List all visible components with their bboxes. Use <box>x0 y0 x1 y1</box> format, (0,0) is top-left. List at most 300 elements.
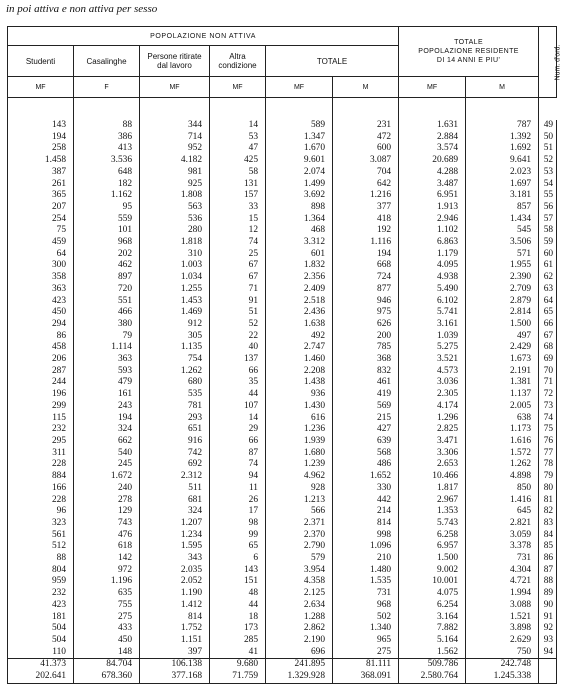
table-cell: 6.957 <box>399 541 466 553</box>
table-cell: 981 <box>140 167 210 179</box>
table-cell: 804 <box>8 565 74 577</box>
sex-header: M <box>466 77 539 98</box>
table-cell: 287 <box>8 366 74 378</box>
table-row <box>8 331 557 343</box>
table-cell: 472 <box>333 132 399 144</box>
row-number-cell: 86 <box>539 553 557 565</box>
table-cell: 194 <box>8 132 74 144</box>
table-cell: 5.490 <box>399 284 466 296</box>
population-table <box>7 26 562 684</box>
table-cell: 1.818 <box>140 237 210 249</box>
table-cell: 743 <box>74 518 140 530</box>
table-cell: 142 <box>74 553 140 565</box>
table-cell: 714 <box>140 132 210 144</box>
table-cell: 2.208 <box>266 366 333 378</box>
table-row <box>8 377 557 389</box>
row-number-cell: 68 <box>539 342 557 354</box>
table-row <box>8 495 557 507</box>
table-cell: 194 <box>74 413 140 425</box>
table-cell: 1.458 <box>8 155 74 167</box>
table-cell: 207 <box>8 202 74 214</box>
table-row <box>8 260 557 272</box>
totals-row <box>8 659 557 671</box>
table-cell: 1.213 <box>266 495 333 507</box>
row-number-cell: 89 <box>539 588 557 600</box>
table-cell: 40 <box>210 342 266 354</box>
table-cell: 946 <box>333 296 399 308</box>
table-cell: 3.954 <box>266 565 333 577</box>
table-row <box>8 179 557 191</box>
row-number-cell: 79 <box>539 471 557 483</box>
table-cell: 182 <box>74 179 140 191</box>
table-cell: 6.254 <box>399 600 466 612</box>
table-row <box>8 401 557 413</box>
table-cell: 568 <box>333 448 399 460</box>
table-cell: 299 <box>8 401 74 413</box>
table-cell: 74 <box>210 459 266 471</box>
table-cell: 2.035 <box>140 565 210 577</box>
table-cell: 2.653 <box>399 459 466 471</box>
table-cell: 1.034 <box>140 272 210 284</box>
table-cell: 196 <box>8 389 74 401</box>
table-cell: 4.962 <box>266 471 333 483</box>
table-cell: 200 <box>333 331 399 343</box>
table-row <box>8 647 557 659</box>
table-cell: 616 <box>266 413 333 425</box>
table-cell: 137 <box>210 354 266 366</box>
row-number-cell: 78 <box>539 459 557 471</box>
table-cell: 173 <box>210 623 266 635</box>
table-cell: 754 <box>140 354 210 366</box>
table-cell: 1.430 <box>266 401 333 413</box>
table-cell: 66 <box>210 366 266 378</box>
table-cell: 3.506 <box>466 237 539 249</box>
table-cell: 3.898 <box>466 623 539 635</box>
table-row <box>8 623 557 635</box>
table-cell: 5.275 <box>399 342 466 354</box>
table-cell: 1.697 <box>466 179 539 191</box>
table-cell: 232 <box>8 424 74 436</box>
table-cell: 365 <box>8 190 74 202</box>
table-cell: 781 <box>140 401 210 413</box>
table-cell: 5.164 <box>399 635 466 647</box>
table-cell: 638 <box>466 413 539 425</box>
table-cell: 9.601 <box>266 155 333 167</box>
table-cell: 3.521 <box>399 354 466 366</box>
table-cell: 110 <box>8 647 74 659</box>
table-cell: 29 <box>210 424 266 436</box>
table-cell: 44 <box>210 600 266 612</box>
row-number-cell: 72 <box>539 389 557 401</box>
table-row <box>8 436 557 448</box>
table-cell: 1.137 <box>466 389 539 401</box>
table-cell: 1.460 <box>266 354 333 366</box>
table-cell: 2.190 <box>266 635 333 647</box>
table-cell: 1.500 <box>399 553 466 565</box>
table-cell: 4.721 <box>466 576 539 588</box>
table-cell: 258 <box>8 143 74 155</box>
table-cell: 601 <box>266 249 333 261</box>
table-cell: 1.939 <box>266 436 333 448</box>
table-row <box>8 413 557 425</box>
table-row <box>8 237 557 249</box>
table-cell: 1.245.338 <box>466 671 539 683</box>
table-cell: 91 <box>210 296 266 308</box>
table-cell: 1.638 <box>266 319 333 331</box>
table-row <box>8 553 557 565</box>
table-cell: 1.469 <box>140 307 210 319</box>
row-number-cell: 87 <box>539 565 557 577</box>
table-cell: 925 <box>140 179 210 191</box>
table-cell: 509.786 <box>399 659 466 671</box>
table-cell: 884 <box>8 471 74 483</box>
table-cell: 569 <box>333 401 399 413</box>
table-cell: 11 <box>210 483 266 495</box>
table-cell: 579 <box>266 553 333 565</box>
table-cell: 3.059 <box>466 530 539 542</box>
table-cell: 88 <box>8 553 74 565</box>
col-header-studenti: Studenti <box>8 46 74 77</box>
table-cell: 14 <box>210 120 266 132</box>
table-cell: 48 <box>210 588 266 600</box>
table-cell: 2.371 <box>266 518 333 530</box>
table-cell: 3.306 <box>399 448 466 460</box>
table-cell: 14 <box>210 413 266 425</box>
table-row <box>8 576 557 588</box>
table-cell: 1.453 <box>140 296 210 308</box>
table-cell: 98 <box>210 518 266 530</box>
table-cell: 5.741 <box>399 307 466 319</box>
table-cell: 959 <box>8 576 74 588</box>
table-cell: 79 <box>74 331 140 343</box>
table-cell: 3.536 <box>74 155 140 167</box>
table-cell: 2.356 <box>266 272 333 284</box>
table-cell: 965 <box>333 635 399 647</box>
table-cell: 99 <box>210 530 266 542</box>
row-number-cell: 94 <box>539 647 557 659</box>
table-cell: 3.161 <box>399 319 466 331</box>
row-number-cell: 92 <box>539 623 557 635</box>
table-cell: 363 <box>8 284 74 296</box>
col-header-casalinghe: Casalinghe <box>74 46 140 77</box>
row-number-cell: 80 <box>539 483 557 495</box>
table-cell: 244 <box>8 377 74 389</box>
table-cell: 1.500 <box>466 319 539 331</box>
table-cell: 4.898 <box>466 471 539 483</box>
table-cell: 1.521 <box>466 612 539 624</box>
table-cell: 2.518 <box>266 296 333 308</box>
table-cell: 3.378 <box>466 541 539 553</box>
table-cell: 2.884 <box>399 132 466 144</box>
row-number-cell: 53 <box>539 167 557 179</box>
table-cell: 1.340 <box>333 623 399 635</box>
row-number-cell: 83 <box>539 518 557 530</box>
table-cell: 551 <box>74 296 140 308</box>
table-cell: 75 <box>8 225 74 237</box>
table-cell: 2.634 <box>266 600 333 612</box>
row-number-cell: 54 <box>539 179 557 191</box>
table-cell: 278 <box>74 495 140 507</box>
table-cell: 7.882 <box>399 623 466 635</box>
table-cell: 593 <box>74 366 140 378</box>
table-cell: 2.580.764 <box>399 671 466 683</box>
table-cell: 731 <box>466 553 539 565</box>
table-cell: 952 <box>140 143 210 155</box>
row-number-cell: 81 <box>539 495 557 507</box>
table-cell: 704 <box>333 167 399 179</box>
table-cell: 662 <box>74 436 140 448</box>
table-cell: 1.329.928 <box>266 671 333 683</box>
table-cell: 64 <box>8 249 74 261</box>
table-cell: 1.288 <box>266 612 333 624</box>
table-row <box>8 296 557 308</box>
table-row <box>8 530 557 542</box>
table-cell: 377 <box>333 202 399 214</box>
table-cell: 639 <box>333 436 399 448</box>
table-cell: 245 <box>74 459 140 471</box>
col-header-altra-condizione: Altra condizione <box>210 46 266 77</box>
table-cell: 975 <box>333 307 399 319</box>
table-row <box>8 588 557 600</box>
table-cell: 668 <box>333 260 399 272</box>
table-row <box>8 483 557 495</box>
table-row <box>8 190 557 202</box>
sex-header: F <box>74 77 140 98</box>
table-cell: 41.373 <box>8 659 74 671</box>
table-row <box>8 307 557 319</box>
table-row <box>8 284 557 296</box>
table-row <box>8 143 557 155</box>
table-cell: 285 <box>210 635 266 647</box>
page-subtitle: in poi attiva e non attiva per sesso <box>6 3 158 15</box>
table-cell: 202.641 <box>8 671 74 683</box>
table-cell: 2.967 <box>399 495 466 507</box>
table-cell: 1.364 <box>266 214 333 226</box>
table-cell: 626 <box>333 319 399 331</box>
table-cell: 1.652 <box>333 471 399 483</box>
table-cell: 787 <box>466 120 539 132</box>
table-cell: 692 <box>140 459 210 471</box>
table-cell: 1.480 <box>333 565 399 577</box>
table-cell: 2.709 <box>466 284 539 296</box>
table-cell: 2.747 <box>266 342 333 354</box>
table-cell: 397 <box>140 647 210 659</box>
table-row <box>8 342 557 354</box>
table-row <box>8 214 557 226</box>
table-cell: 1.347 <box>266 132 333 144</box>
table-cell: 1.003 <box>140 260 210 272</box>
table-cell: 310 <box>140 249 210 261</box>
table-cell: 66 <box>210 436 266 448</box>
row-number-cell: 59 <box>539 237 557 249</box>
table-cell: 571 <box>466 249 539 261</box>
table-cell: 192 <box>333 225 399 237</box>
table-cell: 44 <box>210 389 266 401</box>
table-cell: 228 <box>8 459 74 471</box>
row-number-cell: 61 <box>539 260 557 272</box>
table-cell: 2.052 <box>140 576 210 588</box>
table-cell: 1.236 <box>266 424 333 436</box>
row-number-cell <box>539 671 557 683</box>
table-cell: 67 <box>210 260 266 272</box>
table-cell: 5.743 <box>399 518 466 530</box>
table-row <box>8 366 557 378</box>
row-number-cell: 65 <box>539 307 557 319</box>
table-cell: 53 <box>210 132 266 144</box>
table-cell: 968 <box>74 237 140 249</box>
row-number-cell: 75 <box>539 424 557 436</box>
table-cell: 566 <box>266 506 333 518</box>
row-number-cell: 69 <box>539 354 557 366</box>
table-cell: 4.358 <box>266 576 333 588</box>
table-cell: 300 <box>8 260 74 272</box>
table-cell: 462 <box>74 260 140 272</box>
table-cell: 1.595 <box>140 541 210 553</box>
table-cell: 680 <box>140 377 210 389</box>
table-cell: 651 <box>140 424 210 436</box>
table-cell: 84.704 <box>74 659 140 671</box>
table-cell: 1.190 <box>140 588 210 600</box>
table-cell: 476 <box>74 530 140 542</box>
table-cell: 3.181 <box>466 190 539 202</box>
table-cell: 968 <box>333 600 399 612</box>
table-cell: 323 <box>8 518 74 530</box>
table-cell: 6.102 <box>399 296 466 308</box>
table-cell: 2.879 <box>466 296 539 308</box>
table-cell: 1.114 <box>74 342 140 354</box>
table-cell: 6.863 <box>399 237 466 249</box>
table-cell: 3.312 <box>266 237 333 249</box>
table-cell: 87 <box>210 448 266 460</box>
table-cell: 65 <box>210 541 266 553</box>
table-cell: 877 <box>333 284 399 296</box>
row-number-cell: 58 <box>539 225 557 237</box>
table-cell: 280 <box>140 225 210 237</box>
table-cell: 206 <box>8 354 74 366</box>
table-cell: 261 <box>8 179 74 191</box>
table-cell: 115 <box>8 413 74 425</box>
table-cell: 1.572 <box>466 448 539 460</box>
table-cell: 1.239 <box>266 459 333 471</box>
table-cell: 166 <box>8 483 74 495</box>
table-cell: 6.258 <box>399 530 466 542</box>
table-cell: 2.429 <box>466 342 539 354</box>
table-cell: 466 <box>74 307 140 319</box>
table-cell: 9.680 <box>210 659 266 671</box>
table-cell: 143 <box>210 565 266 577</box>
table-cell: 4.938 <box>399 272 466 284</box>
table-cell: 559 <box>74 214 140 226</box>
table-cell: 1.817 <box>399 483 466 495</box>
table-cell: 419 <box>333 389 399 401</box>
table-cell: 96 <box>8 506 74 518</box>
col-header-ritirati: Persone ritirate dal lavoro <box>140 46 210 77</box>
table-cell: 504 <box>8 635 74 647</box>
group-header-non-attiva: POPOLAZIONE NON ATTIVA <box>8 27 399 46</box>
table-cell: 897 <box>74 272 140 284</box>
sex-header: MF <box>8 77 74 98</box>
sex-header: MF <box>210 77 266 98</box>
table-cell: 696 <box>266 647 333 659</box>
table-cell: 324 <box>74 424 140 436</box>
row-number-cell: 64 <box>539 296 557 308</box>
table-cell: 210 <box>333 553 399 565</box>
row-number-cell: 60 <box>539 249 557 261</box>
table-cell: 74 <box>210 237 266 249</box>
table-cell: 368 <box>333 354 399 366</box>
row-number-cell: 77 <box>539 448 557 460</box>
row-number-cell: 70 <box>539 366 557 378</box>
table-cell: 71.759 <box>210 671 266 683</box>
table-cell: 4.573 <box>399 366 466 378</box>
table-cell: 814 <box>140 612 210 624</box>
table-cell: 928 <box>266 483 333 495</box>
table-cell: 898 <box>266 202 333 214</box>
row-number-cell: 62 <box>539 272 557 284</box>
table-cell: 1.116 <box>333 237 399 249</box>
table-cell: 936 <box>266 389 333 401</box>
table-cell: 25 <box>210 249 266 261</box>
table-row <box>8 249 557 261</box>
sex-header: MF <box>140 77 210 98</box>
table-cell: 6 <box>210 553 266 565</box>
table-row <box>8 202 557 214</box>
table-cell: 450 <box>74 635 140 647</box>
table-row <box>8 225 557 237</box>
table-cell: 2.005 <box>466 401 539 413</box>
table-cell: 67 <box>210 272 266 284</box>
row-number-cell: 73 <box>539 401 557 413</box>
table-cell: 750 <box>466 647 539 659</box>
table-cell: 642 <box>333 179 399 191</box>
table-cell: 344 <box>140 120 210 132</box>
table-row <box>8 506 557 518</box>
table-cell: 2.821 <box>466 518 539 530</box>
table-cell: 1.234 <box>140 530 210 542</box>
table-cell: 157 <box>210 190 266 202</box>
table-cell: 1.680 <box>266 448 333 460</box>
table-cell: 151 <box>210 576 266 588</box>
table-cell: 3.087 <box>333 155 399 167</box>
row-number-cell: 71 <box>539 377 557 389</box>
table-cell: 755 <box>74 600 140 612</box>
row-number-cell: 55 <box>539 190 557 202</box>
table-row <box>8 155 557 167</box>
table-cell: 4.095 <box>399 260 466 272</box>
table-cell: 324 <box>140 506 210 518</box>
table-cell: 413 <box>74 143 140 155</box>
table-cell: 850 <box>466 483 539 495</box>
table-cell: 536 <box>140 214 210 226</box>
table-cell: 1.832 <box>266 260 333 272</box>
row-number-cell: 91 <box>539 612 557 624</box>
table-row <box>8 541 557 553</box>
table-cell: 678.360 <box>74 671 140 683</box>
table-cell: 1.173 <box>466 424 539 436</box>
table-cell: 720 <box>74 284 140 296</box>
table-cell: 295 <box>8 436 74 448</box>
table-cell: 368.091 <box>333 671 399 683</box>
table-cell: 386 <box>74 132 140 144</box>
table-cell: 106.138 <box>140 659 210 671</box>
table-cell: 916 <box>140 436 210 448</box>
table-row <box>8 354 557 366</box>
table-cell: 202 <box>74 249 140 261</box>
table-cell: 358 <box>8 272 74 284</box>
row-number-cell: 88 <box>539 576 557 588</box>
table-cell: 635 <box>74 588 140 600</box>
table-row <box>8 132 557 144</box>
